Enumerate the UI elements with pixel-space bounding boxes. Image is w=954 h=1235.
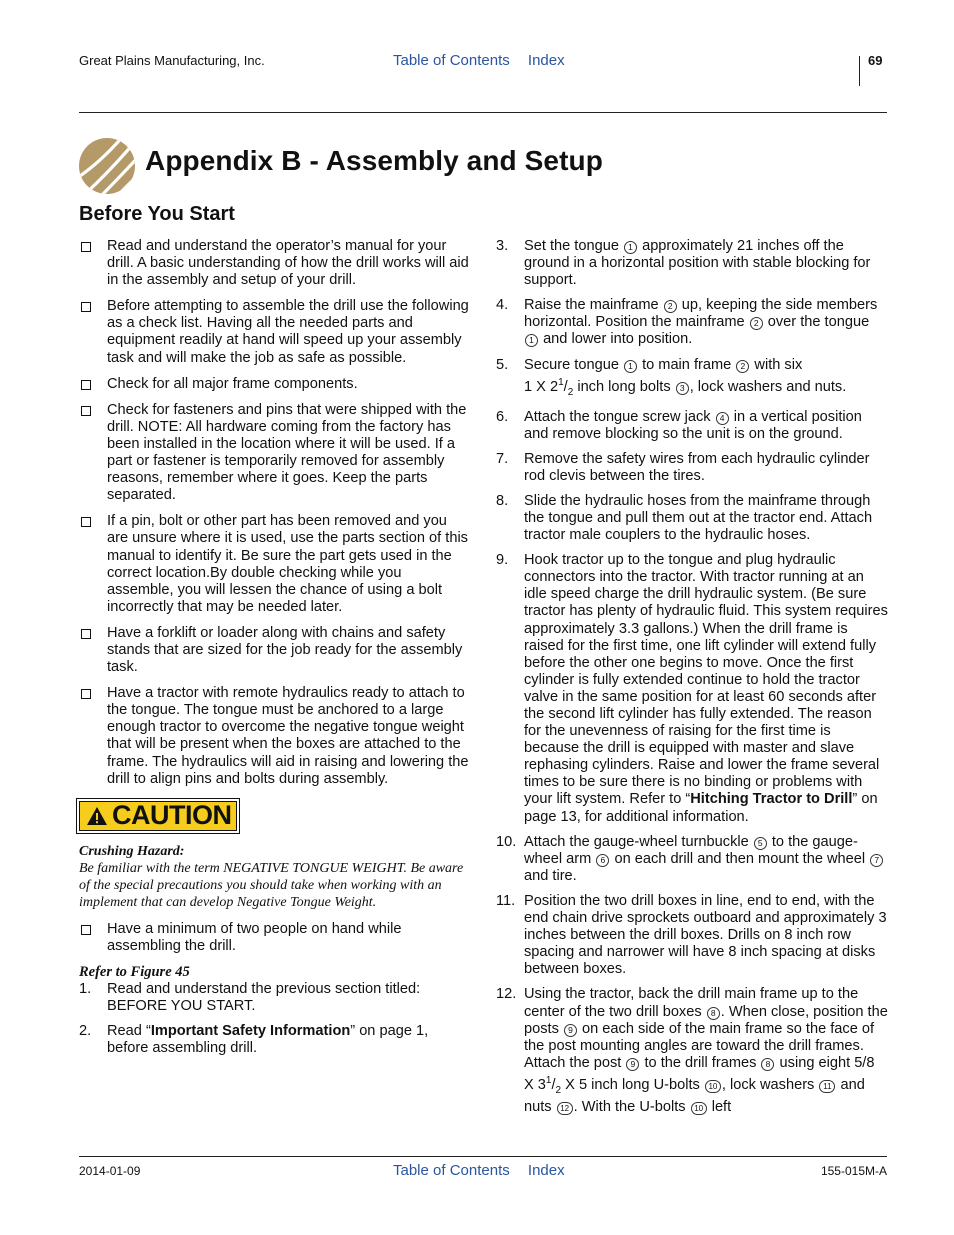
checklist-item: Have a tractor with remote hydraulics ready to attach to the tongue. The tongue must be anchored to a large enough tractor to overcome the negative tongue weight that will be present when the boxes are attached to the frame. The hydraulics will aid in raising and lowering the drill to align pins and bolts during assembly.	[79, 685, 469, 788]
hazard-title: Crushing Hazard:	[79, 843, 185, 859]
callout-8: 8	[761, 1058, 774, 1071]
callout-7: 7	[870, 854, 883, 867]
step-11: 11. Position the two drill boxes in line, end to end, with the end chain drive sprockets outboard and approximately 3 inches between the drill boxes. Drills on 8 inch row spacing and narrower will have 8 inch spacing at disks between boxes.	[496, 892, 887, 978]
checkbox-icon	[81, 406, 91, 416]
checklist-item: Read and understand the operator’s manual for your drill. A basic understanding of how the drill works will aid in the assembly and setup of your drill.	[79, 238, 469, 289]
warning-triangle-icon	[86, 806, 108, 826]
checklist-item: Check for all major frame components.	[79, 376, 469, 393]
figure-reference: Refer to Figure 45	[79, 963, 190, 980]
step-1: 1. Read and understand the previous section titled: BEFORE YOU START.	[79, 980, 421, 1014]
checkbox-icon	[81, 689, 91, 699]
callout-10: 10	[691, 1102, 707, 1115]
callout-1: 1	[624, 360, 637, 373]
hazard-text: Be familiar with the term NEGATIVE TONGUE WEIGHT. Be aware of the special precautions you should take when working with an implement that can develop Negative Tongue Weight.	[79, 861, 464, 911]
callout-2: 2	[750, 317, 763, 330]
footer-toc-link[interactable]: Table of Contents	[393, 1162, 510, 1179]
callout-5: 5	[754, 837, 767, 850]
header-divider	[859, 56, 860, 86]
step-10: 10. Attach the gauge-wheel turnbuckle 5 to the gauge-wheel arm 6 on each drill and then mount the wheel 7 and tire.	[496, 834, 888, 885]
step-2: 2. Read “Important Safety Information” on page 1, before assembling drill.	[79, 1023, 429, 1057]
callout-12: 12	[557, 1102, 573, 1115]
footer-date: 2014-01-09	[79, 1164, 141, 1178]
left-column	[79, 238, 469, 1065]
step-7: 7. Remove the safety wires from each hydraulic cylinder rod clevis between the tires.	[496, 450, 870, 484]
checkbox-icon	[81, 380, 91, 390]
step-8: 8. Slide the hydraulic hoses from the mainframe through the tongue and pull them out at the tractor end. Attach tractor male couplers to the hydraulic hoses.	[496, 492, 873, 544]
footer-rule	[79, 1156, 887, 1157]
callout-1: 1	[624, 241, 637, 254]
right-column	[496, 238, 888, 1124]
checklist-item: If a pin, bolt or other part has been removed and you are unsure where it is used, use the parts section of this manual to identify it. Be sure the part gets used in the correct location.By double checking while you assemble, you will lessen the chance of using a bolt incorrectly that may be needed later.	[79, 513, 469, 616]
footer-doc-number: 155-015M-A	[820, 1164, 887, 1178]
callout-11: 11	[819, 1080, 835, 1093]
page-title: Appendix B - Assembly and Setup	[145, 145, 603, 176]
callout-4: 4	[716, 412, 729, 425]
page-number: 69	[868, 53, 883, 68]
checklist-item: Have a minimum of two people on hand while assembling the drill.	[79, 921, 469, 955]
callout-10: 10	[705, 1080, 721, 1093]
checkbox-icon	[81, 242, 91, 252]
step-9: 9. Hook tractor up to the tongue and plug hydraulic connectors into the tractor. With tractor running at an idle speed charge the drill hydraulic system. (Be sure tractor has plenty of hydraulic fluid. This system requires approximately 3.3 gallons.) When the drill frame is raised for the first time, one lift cylinder will extend fully before the other one begins to move. Once the first cylinder is fully extended continue to hold the tractor valve in the same position for at least 60 seconds after the second lift cylinder has fully extended. The reason for the unevenness of raising for the first time is because the drill is equipped with master and slave rephasing cylinders. Raise and lower the frame several times to be sure there is no binding or problems with your lift system. Refer to “Hitching Tractor to Drill” on page 13, for additional information.	[496, 552, 888, 825]
company-name: Great Plains Manufacturing, Inc.	[79, 53, 265, 68]
callout-2: 2	[664, 300, 677, 313]
caution-label	[79, 801, 237, 831]
footer-nav	[393, 1162, 579, 1179]
callout-3: 3	[676, 382, 689, 395]
hazard-message	[79, 843, 469, 912]
callout-1: 1	[525, 334, 538, 347]
checkbox-icon	[81, 302, 91, 312]
caution-word: CAUTION	[112, 800, 232, 831]
step-4: 4. Raise the mainframe 2 up, keeping the side members horizontal. Position the mainframe 2 over the tongue 1 and lower into position.	[496, 297, 878, 348]
checkbox-icon	[81, 925, 91, 935]
header-index-link[interactable]: Index	[527, 52, 565, 69]
callout-9: 9	[564, 1024, 577, 1037]
step-6: 6. Attach the tongue screw jack 4 in a vertical position and remove blocking so the unit is on the ground.	[496, 408, 862, 442]
header-rule	[79, 112, 887, 113]
footer-index-link[interactable]: Index	[527, 1162, 565, 1179]
header-toc-link[interactable]: Table of Contents	[393, 52, 510, 69]
checkbox-icon	[81, 629, 91, 639]
header-nav	[393, 52, 579, 69]
checklist-item: Have a forklift or loader along with chains and safety stands that are sized for the job ready for the assembly task.	[79, 625, 469, 676]
great-plains-logo-icon	[79, 138, 135, 194]
checklist-item: Check for fasteners and pins that were shipped with the drill. NOTE: All hardware coming from the factory has been installed in the location where it will be used. If a part or fastener is temporarily removed for assembly reasons, remember where it goes. Keep the parts separated.	[79, 402, 469, 505]
callout-8: 8	[707, 1007, 720, 1020]
callout-6: 6	[596, 854, 609, 867]
step-3: 3. Set the tongue 1 approximately 21 inches off the ground in a horizontal position with stable blocking for support.	[496, 238, 871, 289]
checklist-item: Before attempting to assemble the drill use the following as a check list. Having all the needed parts and equipment readily at hand will speed up your assembly task and will make the job as safe as possible.	[79, 298, 469, 366]
step-12: 12. Using the tractor, back the drill main frame up to the center of the two drill boxes 8 . When close, position the posts 9 on each side of the main frame so the face of the post mounting angles are toward the drill frames. Attach the post 9 to the drill frames 8 using eight 5/8 X $3^1/_2$ X 5 inch long U-bolts 10 , lock washers 11 and nuts 12 . With the U-bolts 10 left	[496, 986, 888, 1115]
callout-9: 9	[626, 1058, 639, 1071]
checkbox-icon	[81, 517, 91, 527]
callout-2: 2	[736, 360, 749, 373]
section-title: Before You Start	[79, 203, 235, 225]
step-5: 5. Secure tongue 1 to main frame 2 with six 1 X $2^1/_2$ inch long bolts 3 , lock washers and nuts.	[496, 356, 847, 398]
